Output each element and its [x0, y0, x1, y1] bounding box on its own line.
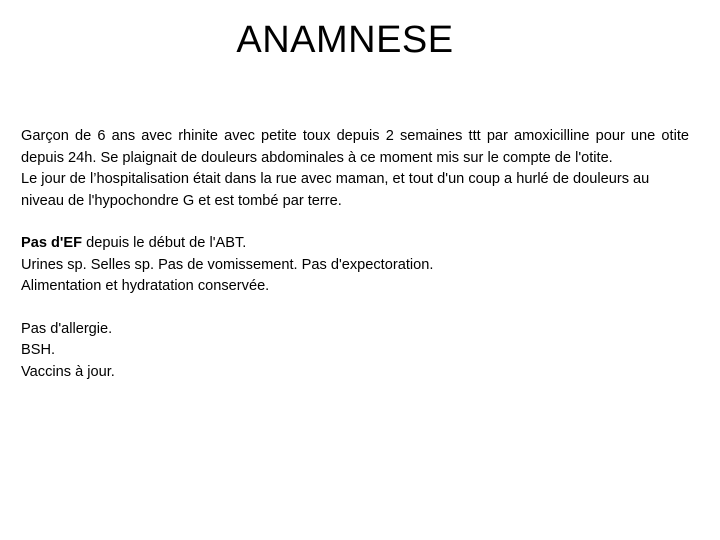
history-paragraph-2: Le jour de l’hospitalisation était dans la rue avec maman, et tout d'un coup a hurlé de douleurs au niveau de l'hypochondre G et est tombé par terre.: [21, 171, 650, 209]
symptoms-line-1-rest: depuis le début de l'ABT.: [82, 235, 247, 251]
symptoms-line-3: Alimentation et hydratation conservée.: [21, 278, 270, 294]
history-paragraph-1: Garçon de 6 ans avec rhinite avec petite toux depuis 2 semaines ttt par amoxicilline pour une otite depuis 24h. Se plaignait de douleurs abdominales à ce moment mis sur le compte de l'otite.: [21, 128, 689, 166]
background-line-3: Vaccins à jour.: [21, 363, 115, 380]
symptoms-line-1: [21, 233, 689, 255]
spacer: [21, 298, 689, 319]
slide-title: ANAMNESE: [236, 19, 454, 61]
slide-body: [21, 126, 689, 383]
background-line-2: BSH.: [21, 342, 56, 358]
spacer: [21, 212, 689, 233]
symptoms-line-1-bold: Pas d'EF: [21, 235, 83, 251]
symptoms-line-2: Urines sp. Selles sp. Pas de vomissement. Pas d'expectoration.: [21, 256, 434, 273]
background-line-1: Pas d'allergie.: [21, 320, 113, 337]
